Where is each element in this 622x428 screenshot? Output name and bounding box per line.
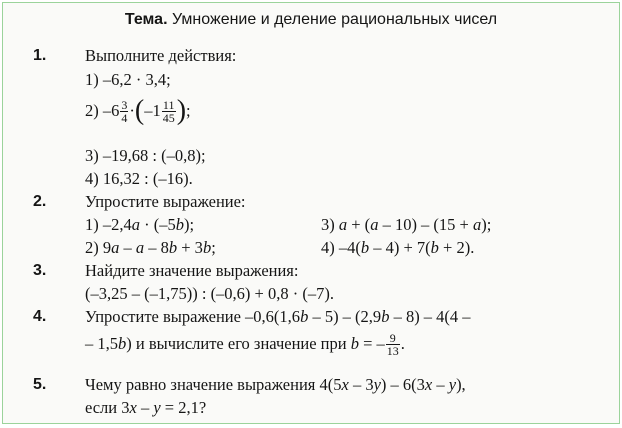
fraction-3-4: $\frac{3}{4}$ (121, 97, 128, 125)
task-2-item-4: 4) –4(b – 4) + 7(b + 2). (321, 238, 475, 257)
task-4-number: 4. (33, 308, 47, 325)
task-3-expression: (–3,25 – (–1,75)) : (–0,6) + 0,8 · (–7). (85, 284, 334, 303)
fraction-9-13: $\frac{9}{13}$ (386, 330, 399, 358)
task-2-number: 2. (33, 193, 47, 210)
task-1-item-2: 2) –6 $\frac{3}{4}$ · ( –1 $\frac{11}{45}$ ) ; (85, 95, 191, 126)
task-3-number: 3. (33, 262, 47, 279)
page-title (3, 11, 619, 29)
task-5-line-1: Чему равно значение выражения 4(5x – 3y) – 6(3x – y), (85, 375, 466, 394)
task-1-item-1: 1) –6,2 · 3,4; (85, 70, 171, 89)
task-4-line-1: Упростите выражение –0,6(1,6b – 5) – (2,9b – 8) – 4(4 – (85, 307, 471, 326)
task-1-heading: Выполните действия: (85, 46, 237, 65)
worksheet (2, 2, 620, 424)
task-1-item-4: 4) 16,32 : (–16). (85, 169, 193, 188)
title-text: Умножение и деление рациональных чисел (171, 11, 498, 28)
task-4-line-2: – 1,5 b ) и вычислите его значение при b = – $\frac{9}{13}$ . (85, 330, 405, 358)
task-5-number: 5. (33, 376, 47, 393)
task-3-heading: Найдите значение выражения: (85, 261, 299, 280)
task-5-line-2: если 3x – y = 2,1? (85, 398, 207, 417)
task-1-number: 1. (33, 47, 47, 64)
fraction-11-45: $\frac{11}{45}$ (162, 97, 175, 125)
task-2-item-1: 1) –2,4a · (–5b); (85, 215, 195, 234)
task-1-item-3: 3) –19,68 : (–0,8); (85, 146, 206, 165)
task-2-item-2: 2) 9a – a – 8b + 3b; (85, 238, 216, 257)
title-prefix: Тема. (124, 11, 168, 28)
task-2-item-3: 3) a + (a – 10) – (15 + a); (321, 215, 492, 234)
task-2-heading: Упростите выражение: (85, 192, 246, 211)
